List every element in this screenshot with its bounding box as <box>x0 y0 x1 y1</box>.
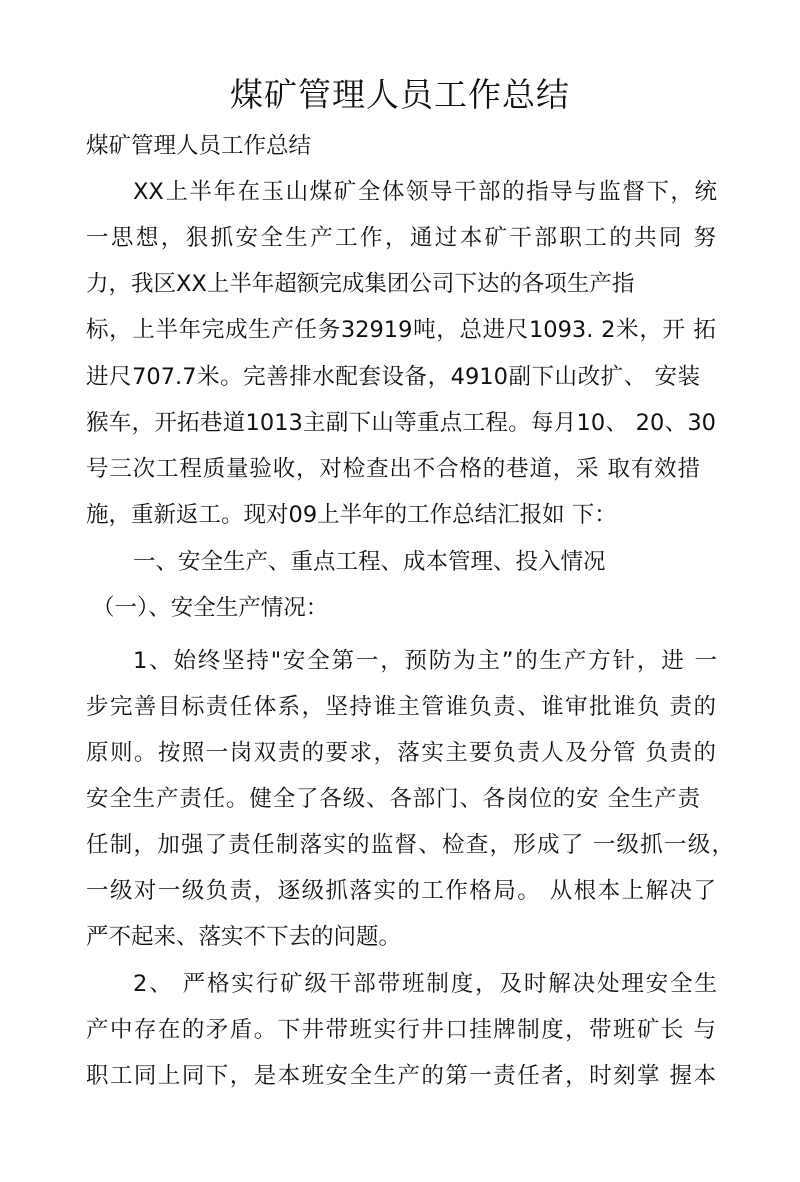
body-line: 力，我区XX上半年超额完成集团公司下达的各项生产指 <box>86 271 635 297</box>
body-line: 标，上半年完成生产任务32919吨，总进尺1093. 2米，开 拓 <box>86 317 716 343</box>
body-line: 1、始终坚持"安全第一，预防为主”的生产方针，进 一 <box>133 648 717 674</box>
body-line: 一思想，狠抓安全生产工作，通过本矿干部职工的共同 努 <box>86 225 716 251</box>
body-line: 一级对一级负责，逐级抓落实的工作格局。 从根本上解决了 <box>86 878 716 904</box>
body-line: 严不起来、落实不下去的问题。 <box>86 924 402 950</box>
body-line: 产中存在的矛盾。下井带班实行井口挂牌制度，带班矿长 与 <box>86 1017 716 1043</box>
body-line: 施，重新返工。现对09上半年的工作总结汇报如 下： <box>86 502 617 528</box>
body-line: 猴车，开拓巷道1013主副下山等重点工程。每月10、 20、30 <box>86 410 716 436</box>
body-line: 进尺707.7米。完善排水配套设备，4910副下山改扩、 安装 <box>86 364 700 390</box>
body-line: 职工同上同下，是本班安全生产的第一责任者，时刻掌 握本 <box>86 1063 716 1089</box>
body-line: XX上半年在玉山煤矿全体领导干部的指导与监督下，统 <box>133 179 717 205</box>
body-line: 号三次工程质量验收，对检查出不合格的巷道，采 取有效措 <box>86 456 700 482</box>
document-title: 煤矿管理人员工作总结 <box>230 75 570 114</box>
body-line: 2、 严格实行矿级干部带班制度，及时解决处理安全生 <box>133 971 717 997</box>
body-line: 安全生产责任。健全了各级、各部门、各岗位的安 全生产责 <box>86 786 700 812</box>
body-line: 步完善目标责任体系，坚持谁主管谁负责、谁审批谁负 责的 <box>86 694 716 720</box>
subsection-heading: （一）、安全生产情况： <box>92 595 329 621</box>
body-line: 原则。按照一岗双责的要求，落实主要负责人及分管 负责的 <box>86 740 716 766</box>
body-line: 任制，加强了责任制落实的监督、检查，形成了 一级抓一级， <box>86 832 734 858</box>
section-heading: 一、安全生产、重点工程、成本管理、投入情况 <box>133 549 606 575</box>
document-subtitle: 煤矿管理人员工作总结 <box>86 133 312 159</box>
